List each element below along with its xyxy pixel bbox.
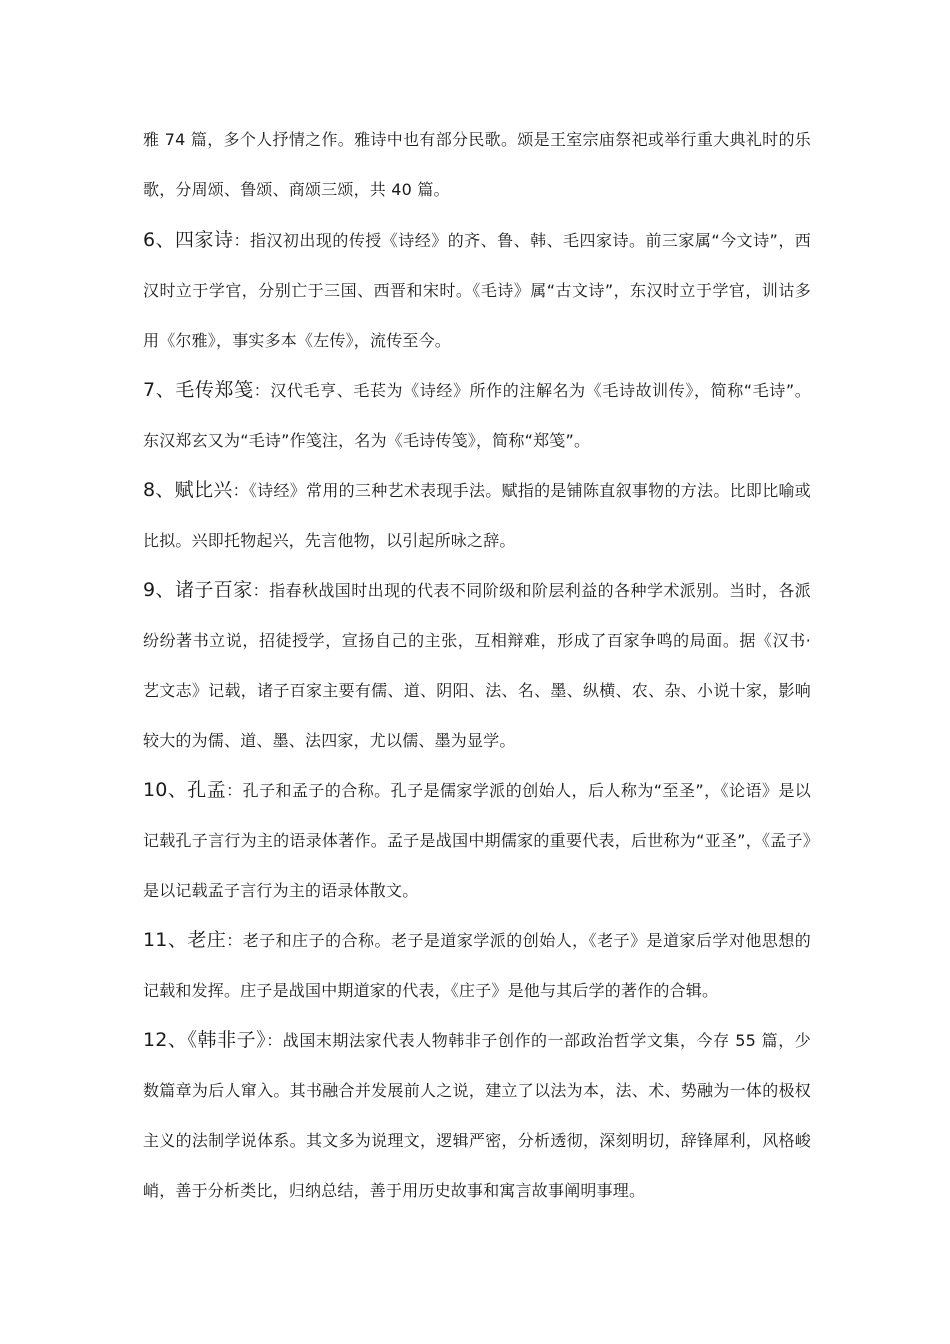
entry-11 (143, 915, 811, 1016)
paragraph-continuation: 雅 74 篇，多个人抒情之作。雅诗中也有部分民歌。颂是王室宗庙祭祀或举行重大典礼时的乐歌，分周颂、鲁颂、商颂三颂，共 40 篇。 (143, 130, 811, 199)
entry-term: 9、诸子百家 (143, 579, 253, 601)
entry-text: ：汉代毛亨、毛苌为《诗经》所作的注解名为《毛诗故训传》，简称“毛诗”。东汉郑玄又为“毛诗”作笺注，名为《毛诗传笺》，简称“郑笺”。 (143, 381, 811, 450)
entry-term: 10、孔孟 (143, 779, 227, 801)
entry-10 (143, 765, 811, 916)
entry-term: 7、毛传郑笺 (143, 379, 254, 401)
entry-12 (143, 1015, 811, 1216)
entry-text: ：老子和庄子的合称。老子是道家学派的创始人，《老子》是道家后学对他思想的记载和发挥。庄子是战国中期道家的代表，《庄子》是他与其后学的著作的合辑。 (143, 931, 811, 1000)
entry-7 (143, 365, 811, 466)
entry-text: ：孔子和孟子的合称。孔子是儒家学派的创始人，后人称为“至圣”，《论语》是以记载孔子言行为主的语录体著作。孟子是战国中期儒家的重要代表，后世称为“亚圣”，《孟子》是以记载孟子言行为主的语录体散文。 (143, 781, 811, 900)
entry-text: ：《诗经》常用的三种艺术表现手法。赋指的是铺陈直叙事物的方法。比即比喻或比拟。兴即托物起兴，先言他物，以引起所咏之辞。 (143, 481, 812, 550)
entry-9 (143, 565, 811, 766)
entry-term: 11、老庄 (143, 929, 227, 951)
entry-8 (143, 465, 811, 566)
entry-text: ：指春秋战国时出现的代表不同阶级和阶层利益的各种学术派别。当时，各派纷纷著书立说，招徒授学，宣扬自己的主张，互相辩难，形成了百家争鸣的局面。据《汉书·艺文志》记载，诸子百家主要有儒、道、阴阳、法、名、墨、纵横、农、杂、小说十家，影响较大的为儒、道、墨、法四家，尤以儒、墨为显学。 (143, 581, 811, 750)
entry-6 (143, 215, 811, 366)
entry-text: ：战国末期法家代表人物韩非子创作的一部政治哲学文集，今存 55 篇，少数篇章为后人窜入。其书融合并发展前人之说，建立了以法为本，法、术、势融为一体的极权主义的法制学说体系。其文多为说理文，逻辑严密，分析透彻，深刻明切，辞锋犀利，风格峻峭，善于分析类比，归纳总结，善于用历史故事和寓言故事阐明事理。 (143, 1031, 811, 1200)
entry-term: 8、赋比兴 (143, 479, 233, 501)
entry-term: 6、四家诗 (143, 229, 234, 251)
entry-text: ：指汉初出现的传授《诗经》的齐、鲁、韩、毛四家诗。前三家属“今文诗”，西汉时立于学官，分别亡于三国、西晋和宋时。《毛诗》属“古文诗”，东汉时立于学官，训诂多用《尔雅》，事实多本《左传》，流传至今。 (143, 231, 811, 350)
entry-term: 12、《韩非子》 (143, 1029, 267, 1051)
